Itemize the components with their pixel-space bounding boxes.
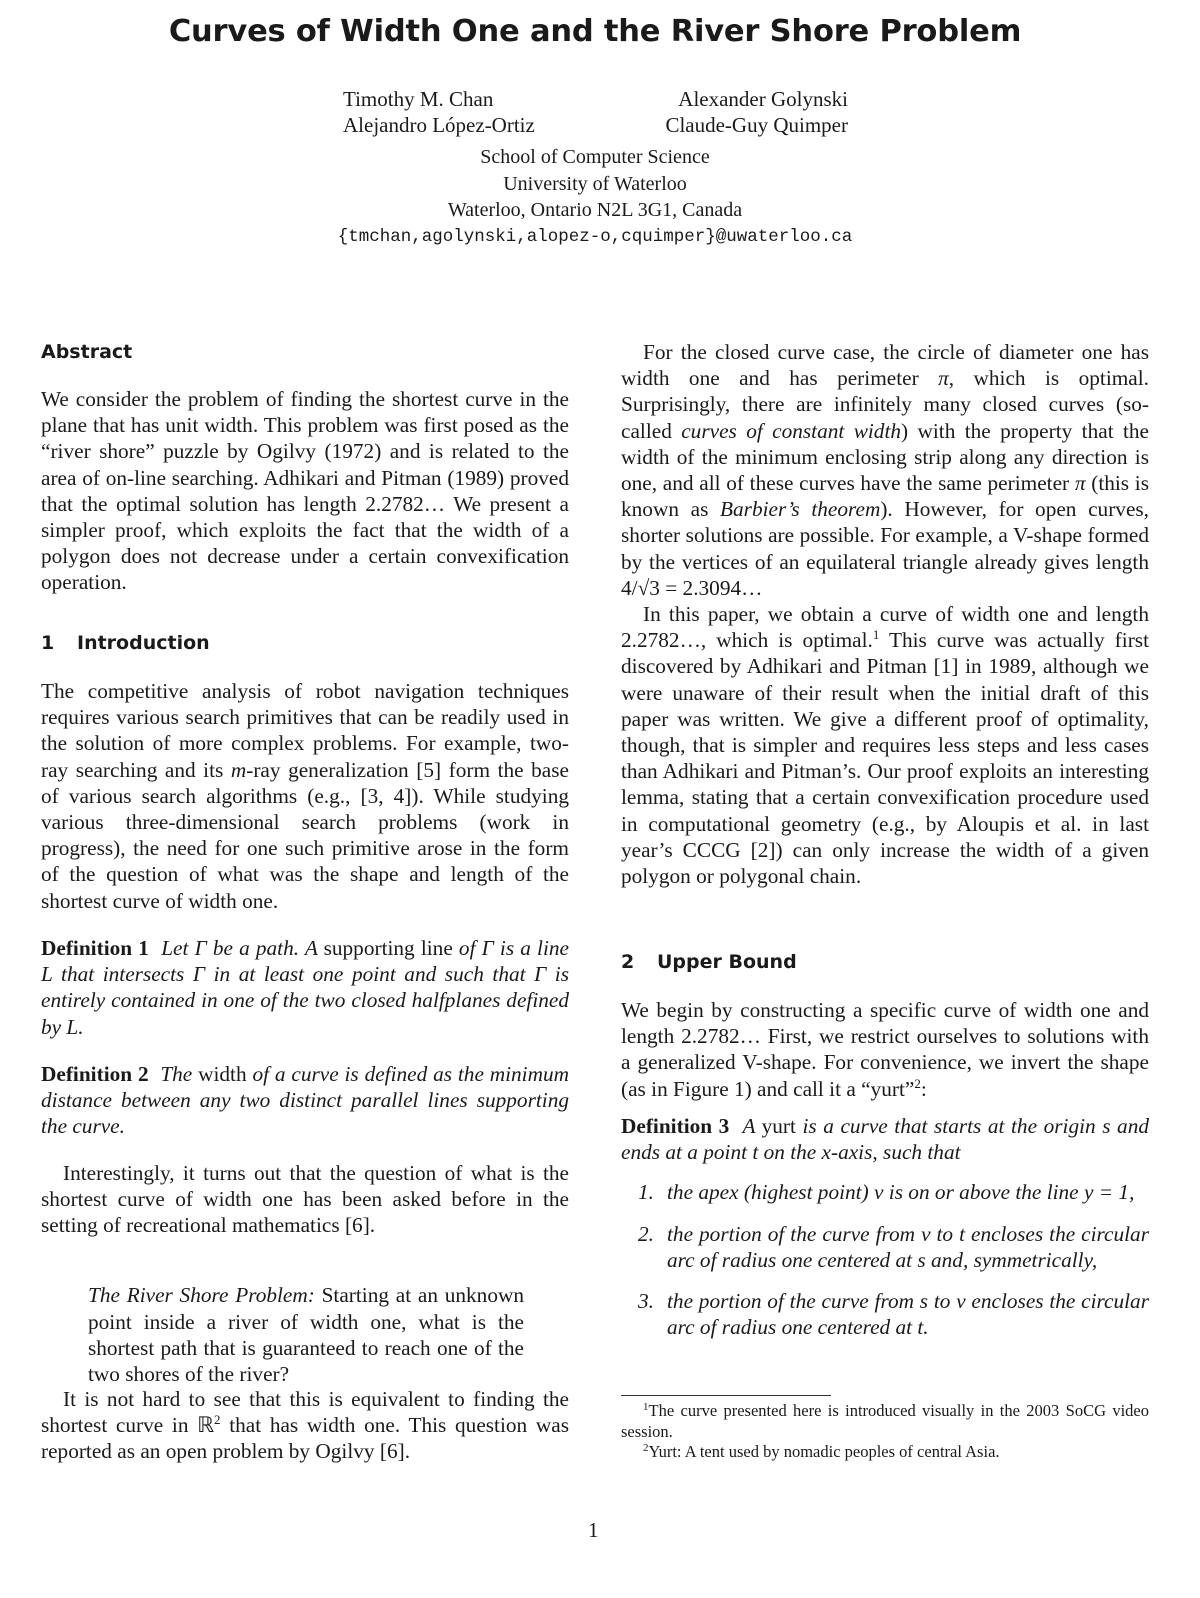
definition-3 [621, 1113, 1149, 1355]
definition-body: The width of a curve is defined as the minimum distance between any two distinct parallel lines supporting the curve. [41, 1062, 570, 1139]
list-item: 2. the portion of the curve from v to t encloses the circular arc of radius one centered at s and, symmetrically, [638, 1221, 1149, 1272]
list-item: 1. the apex (highest point) v is on or above the line y = 1, [638, 1180, 1135, 1205]
footnote-rule [621, 1395, 831, 1396]
intro-paragraph: Interestingly, it turns out that the question of what is the shortest curve of width one has been asked before in the setting of recreational mathematics [6]. [41, 1161, 569, 1238]
author-name: Alejandro López-Ortiz [343, 113, 535, 137]
definition-body: A yurt is a curve that starts at the origin s and ends at a point t on the x-axis, such that [621, 1114, 1149, 1165]
author-name: Alexander Golynski [678, 87, 848, 111]
section-number: 2 [621, 951, 635, 973]
abstract-heading: Abstract [41, 341, 133, 363]
footnote-2: $^2$Yurt: A tent used by nomadic peoples of central Asia. [643, 1442, 1000, 1461]
list-item: 3. the portion of the curve from s to v encloses the circular arc of radius one centered at t. [638, 1289, 1149, 1340]
definition-1 [41, 935, 569, 1040]
river-shore-problem-quote: The River Shore Problem: Starting at an unknown point inside a river of width one, what is the shortest path that is guaranteed to reach one of the two shores of the river? [88, 1283, 524, 1386]
intro-paragraph: The competitive analysis of robot navigation techniques requires various search primitives that can be readily used in the solution of more complex problems. For example, two-ray searching and its m-ray generalization [5] form the base of various search algorithms (e.g., [3, 4]). While studying various three-dimensional search problems (work in progress), the need for one such primitive arose in the form of the question of what was the shape and length of the shortest curve of width one. [41, 679, 569, 913]
definition-label: Definition 1 [41, 936, 149, 960]
section-title: Introduction [77, 632, 210, 654]
definition-body: Let Γ be a path. A supporting line of Γ is a line L that intersects Γ in at least one point and such that Γ is entirely contained in one of the two closed halfplanes defined by L. [41, 936, 569, 1039]
section-number: 1 [41, 632, 55, 654]
intro-paragraph: It is not hard to see that this is equivalent to finding the shortest curve in ℝ$^2$ that has width one. This question was reported as an open problem by Ogilvy [6]. [41, 1387, 569, 1464]
author-name: Timothy M. Chan [343, 87, 494, 111]
definition-2 [41, 1061, 569, 1140]
affiliation-university: University of Waterloo [503, 172, 687, 195]
definition-label: Definition 2 [41, 1062, 149, 1086]
affiliation-school: School of Computer Science [480, 146, 710, 168]
body-paragraph: For the closed curve case, the circle of diameter one has width one and has perimeter π, which is optimal. Surprisingly, there are infinitely many closed curves (so-called curves of constant width) with the property that the width of the minimum enclosing strip along any direction is one, and all of these curves have the same perimeter π (this is known as Barbier’s theorem). However, for open curves, shorter solutions are possible. For example, a V-shape formed by the vertices of an equilateral triangle already gives length 4/√3 = 2.3094… [621, 340, 1150, 600]
footnote-1: $^1$The curve presented here is introduced visually in the 2003 SoCG video session. [621, 1401, 1149, 1441]
paper-title: Curves of Width One and the River Shore Problem [168, 14, 1022, 49]
yurt-conditions-list [621, 1179, 1149, 1340]
affiliation-address: Waterloo, Ontario N2L 3G1, Canada [447, 199, 743, 221]
section-heading-introduction [41, 630, 569, 656]
author-emails: {tmchan,agolynski,alopez-o,cquimper}@uwaterloo.ca [337, 226, 853, 247]
page-number: 1 [588, 1518, 599, 1542]
section-title: Upper Bound [657, 951, 797, 973]
author-name: Claude-Guy Quimper [665, 113, 848, 137]
body-paragraph: In this paper, we obtain a curve of width one and length 2.2782…, which is optimal.$^1$ This curve was actually first discovered by Adhikari and Pitman [1] in 1989, although we were unaware of their result when the initial draft of this paper was written. We give a different proof of optimality, though, that is simpler and requires less steps and less cases than Adhikari and Pitman’s. Our proof exploits an interesting lemma, stating that a certain convexification procedure used in computational geometry (e.g., by Aloupis et al. in last year’s CCCG [2]) can only increase the width of a given polygon or polygonal chain. [621, 602, 1149, 889]
abstract-text: We consider the problem of finding the shortest curve in the plane that has unit width. This problem was first posed as the “river shore” puzzle by Ogilvy (1972) and is related to the area of on-line searching. Adhikari and Pitman (1989) proved that the optimal solution has length 2.2782… We present a simpler proof, which exploits the fact that the width of a polygon does not decrease under a certain convexification operation. [41, 387, 569, 595]
definition-label: Definition 3 [621, 1114, 730, 1138]
body-paragraph: We begin by constructing a specific curve of width one and length 2.2782… First, we restrict ourselves to solutions with a generalized V-shape. For convenience, we invert the shape (as in Figure 1) and call it a “yurt”$^2$: [621, 998, 1149, 1101]
section-heading-upper-bound [621, 949, 1149, 975]
affiliation [0, 144, 1190, 250]
